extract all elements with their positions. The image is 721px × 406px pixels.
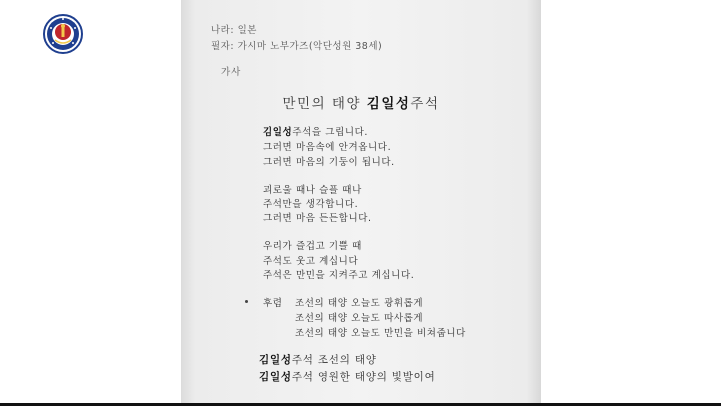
verse2-line3: 그러면 마음 든든합니다. — [263, 213, 372, 224]
title-suffix: 주석 — [410, 96, 440, 112]
verse1-line1 — [263, 124, 368, 138]
verse3-line1: 우리가 즐겁고 기쁠 때 — [263, 241, 362, 252]
verse1-line1-rest: 주석을 그립니다. — [292, 127, 369, 138]
closing-line1-name: 김일성 — [259, 354, 292, 366]
section-label: 가사 — [221, 67, 242, 78]
refrain-bullet — [245, 300, 248, 303]
refrain-label: 후렴 — [263, 298, 283, 309]
refrain-line1: 조선의 태양 오늘도 광휘롭게 — [295, 298, 424, 309]
verse1-line1-name: 김일성 — [263, 127, 293, 138]
title-prefix: 만민의 태양 — [282, 96, 367, 112]
verse3-line2: 주석도 웃고 계십니다 — [263, 256, 359, 267]
emblem-logo-icon — [43, 14, 83, 54]
page-title — [181, 92, 541, 112]
closing-line2-name: 김일성 — [259, 371, 292, 383]
verse1-line3: 그러면 마음의 기둥이 됩니다. — [263, 157, 395, 168]
title-name: 김일성 — [366, 96, 411, 112]
verse3-line3: 주석은 만민을 지켜주고 계십니다. — [263, 270, 415, 281]
author-line: 필자: 가시마 노부가즈(악단성원 38세) — [211, 41, 383, 52]
refrain-line2: 조선의 태양 오늘도 따사롭게 — [295, 313, 424, 324]
refrain-line3: 조선의 태양 오늘도 만민을 비쳐줍니다 — [295, 328, 466, 339]
verse1-line2: 그러면 마음속에 안겨옵니다. — [263, 142, 392, 153]
closing-line2 — [259, 369, 436, 384]
verse2-line1: 괴로울 때나 슬플 때나 — [263, 185, 362, 196]
closing-line1 — [259, 352, 377, 367]
verse2-line2: 주석만을 생각합니다. — [263, 199, 359, 210]
country-line: 나라: 일본 — [211, 25, 257, 36]
document-page — [181, 0, 541, 403]
closing-line2-rest: 주석 영원한 태양의 빛발이여 — [291, 371, 436, 383]
closing-line1-rest: 주석 조선의 태양 — [291, 354, 377, 366]
